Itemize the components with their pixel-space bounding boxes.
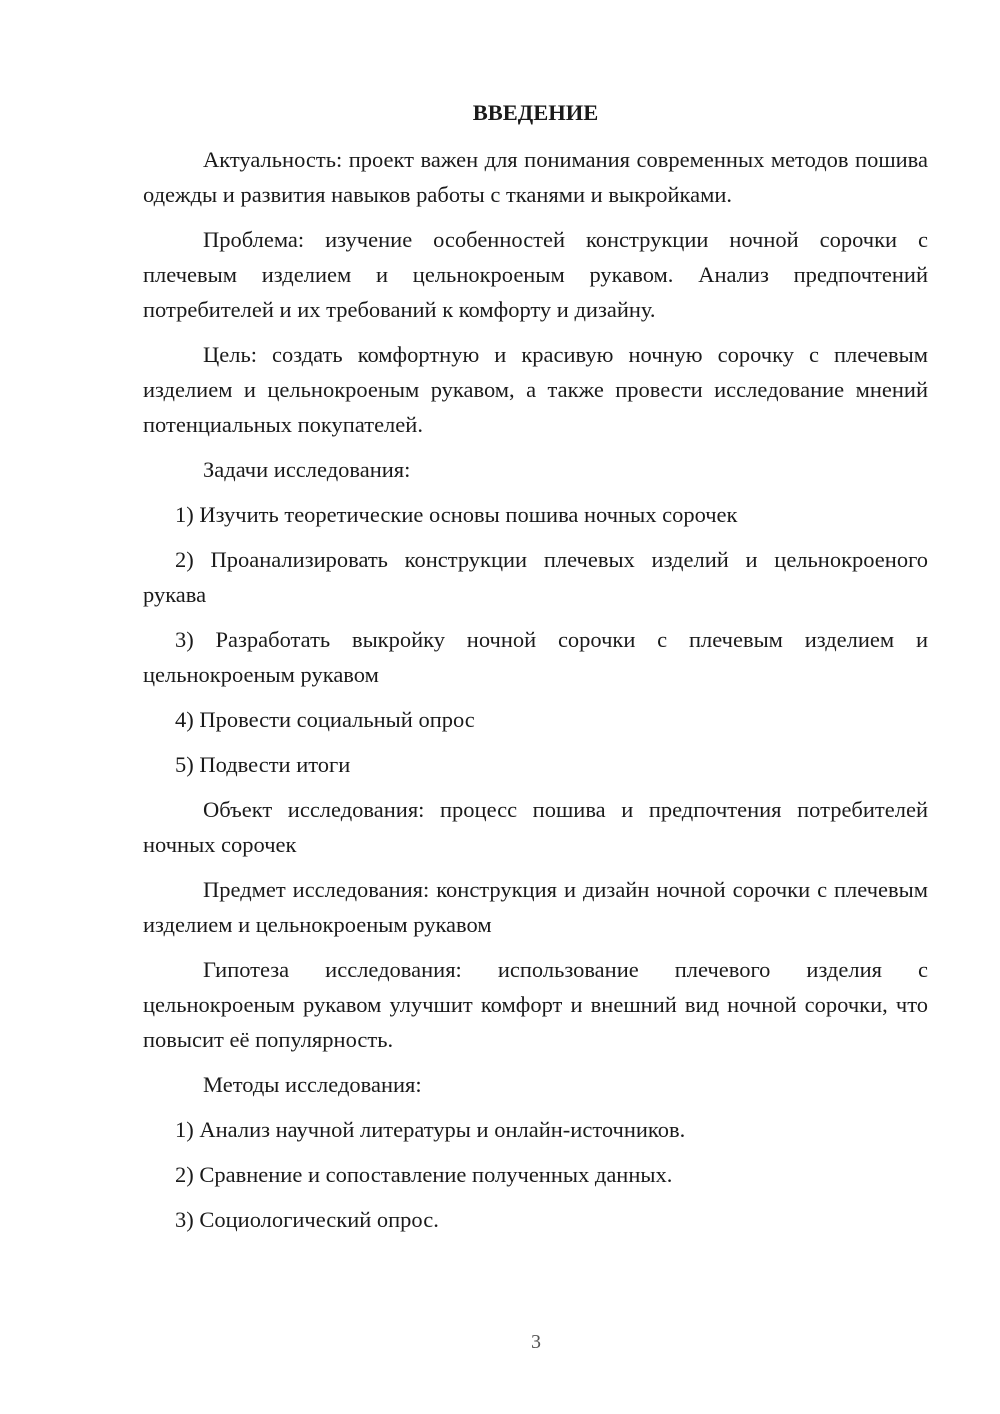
- paragraph-object: Объект исследования: процесс пошива и предпочтения потребителей ночных сорочек: [143, 797, 928, 857]
- paragraph-tasks-heading: Задачи исследования:: [203, 457, 411, 482]
- paragraph-goal: Цель: создать комфортную и красивую ночную сорочку с плечевым изделием и цельнокроеным рукавом, а также провести исследование мнений потенциальных покупателей.: [143, 342, 928, 437]
- paragraph-relevance: Актуальность: проект важен для понимания современных методов пошива одежды и развития навыков работы с тканями и выкройками.: [143, 147, 928, 207]
- list-item-task-1: 1) Изучить теоретические основы пошива ночных сорочек: [175, 502, 738, 527]
- list-item-method-2: 2) Сравнение и сопоставление полученных данных.: [175, 1162, 673, 1187]
- list-item-method-3: 3) Социологический опрос.: [175, 1207, 439, 1232]
- paragraph-problem: Проблема: изучение особенностей конструкции ночной сорочки с плечевым изделием и цельнокроеным рукавом. Анализ предпочтений потребителей и их требований к комфорту и дизайну.: [143, 227, 928, 322]
- list-item-task-2: 2) Проанализировать конструкции плечевых изделий и цельнокроеного рукава: [143, 547, 928, 607]
- paragraph-subject: Предмет исследования: конструкция и дизайн ночной сорочки с плечевым изделием и цельнокроеным рукавом: [143, 877, 928, 937]
- page-content: [143, 95, 928, 1247]
- list-item-method-1: 1) Анализ научной литературы и онлайн-источников.: [175, 1117, 686, 1142]
- page-number: 3: [531, 1331, 541, 1353]
- list-item-task-4: 4) Провести социальный опрос: [175, 707, 475, 732]
- paragraph-methods-heading: Методы исследования:: [203, 1072, 422, 1097]
- section-title: ВВЕДЕНИЕ: [472, 100, 599, 125]
- list-item-task-5: 5) Подвести итоги: [175, 752, 351, 777]
- list-item-task-3: 3) Разработать выкройку ночной сорочки с плечевым изделием и цельнокроеным рукавом: [143, 627, 928, 687]
- paragraph-hypothesis: Гипотеза исследования: использование плечевого изделия с цельнокроеным рукавом улучшит комфорт и внешний вид ночной сорочки, что повысит её популярность.: [143, 957, 928, 1052]
